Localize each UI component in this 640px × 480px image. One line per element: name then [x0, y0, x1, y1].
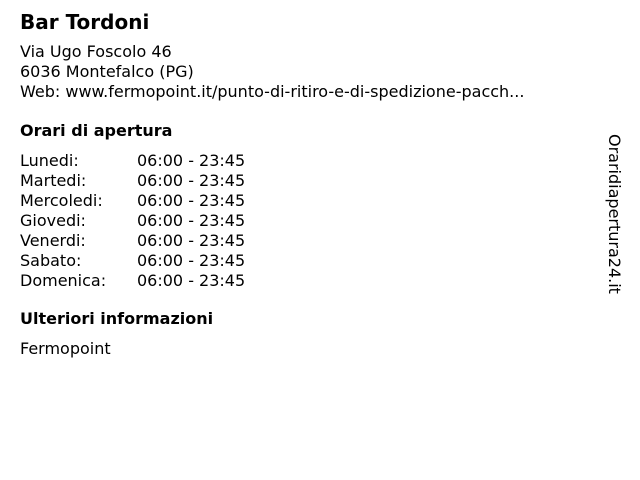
- time-range: 06:00 - 23:45: [137, 231, 246, 250]
- web-link[interactable]: Web: www.fermopoint.it/punto-di-ritiro-e-di-spedizione-pacch...: [20, 82, 525, 101]
- business-card: [20, 8, 610, 359]
- address-city: 6036 Montefalco (PG): [20, 62, 194, 81]
- hours-row-friday: [20, 231, 610, 251]
- time-range: 06:00 - 23:45: [137, 171, 246, 190]
- site-watermark: Oraridiapertura24.it: [605, 134, 624, 294]
- hours-row-thursday: [20, 211, 610, 231]
- day-label: Mercoledi:: [20, 191, 103, 210]
- day-label: Sabato:: [20, 251, 82, 270]
- additional-info-text: Fermopoint: [20, 339, 111, 358]
- day-label: Martedi:: [20, 171, 87, 190]
- business-name: Bar Tordoni: [20, 10, 150, 34]
- address-street: Via Ugo Foscolo 46: [20, 42, 172, 61]
- day-label: Giovedi:: [20, 211, 86, 230]
- opening-hours-table: [20, 151, 610, 291]
- hours-row-tuesday: [20, 171, 610, 191]
- hours-row-saturday: [20, 251, 610, 271]
- day-label: Venerdi:: [20, 231, 86, 250]
- time-range: 06:00 - 23:45: [137, 211, 246, 230]
- time-range: 06:00 - 23:45: [137, 191, 246, 210]
- opening-hours-heading: Orari di apertura: [20, 121, 173, 140]
- day-label: Lunedi:: [20, 151, 79, 170]
- hours-row-monday: [20, 151, 610, 171]
- hours-row-sunday: [20, 271, 610, 291]
- hours-row-wednesday: [20, 191, 610, 211]
- address-block: [20, 42, 610, 102]
- time-range: 06:00 - 23:45: [137, 251, 246, 270]
- time-range: 06:00 - 23:45: [137, 271, 246, 290]
- additional-info-heading: Ulteriori informazioni: [20, 309, 214, 328]
- day-label: Domenica:: [20, 271, 107, 290]
- time-range: 06:00 - 23:45: [137, 151, 246, 170]
